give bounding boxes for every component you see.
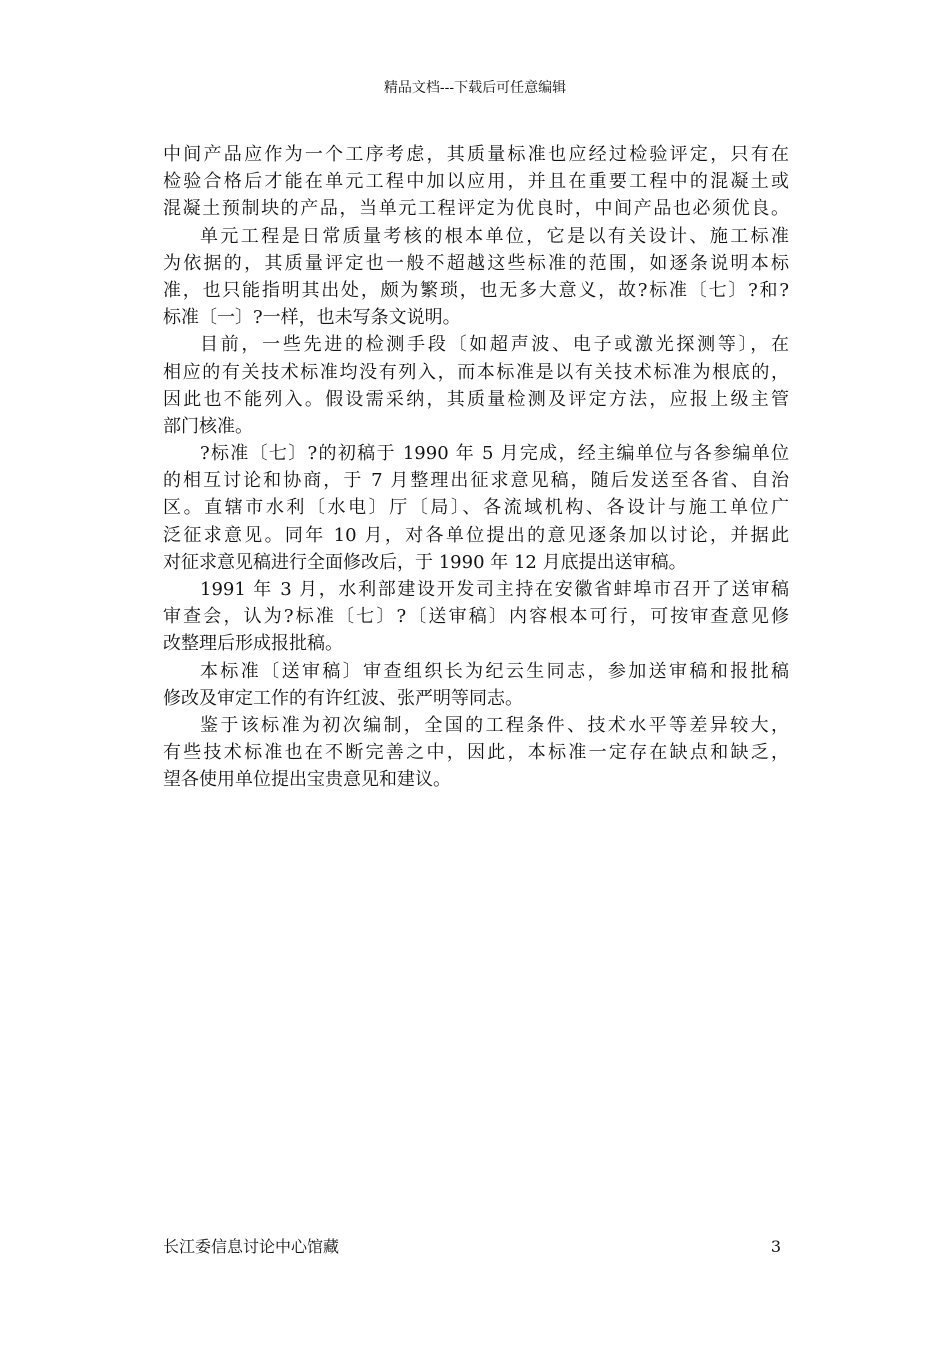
paragraph-intermediate-products	[163, 141, 789, 223]
text-line: 标准〔一〕?一样，也未写条文说明。	[163, 307, 461, 329]
text-line: 鉴于该标准为初次编制，全国的工程条件、技术水平等差异较大，	[200, 714, 789, 736]
paragraph-detection-methods	[163, 331, 789, 440]
text-line: ?标准〔七〕?的初稿于 1990 年 5 月完成，经主编单位与各参编单位	[200, 443, 789, 465]
paragraph-review-team	[163, 658, 789, 712]
text-line: 为依据的，其质量评定也一般不超越这些标准的范围，如逐条说明本标	[163, 252, 789, 274]
text-line: 的相互讨论和协商，于 7 月整理出征求意见稿，随后发送至各省、自治	[163, 470, 789, 492]
text-line: 因此也不能列入。假设需采纳，其质量检测及评定方法，应报上级主管	[163, 388, 789, 410]
text-line: 目前，一些先进的检测手段〔如超声波、电子或激光探测等〕，在	[200, 334, 789, 356]
paragraph-unit-engineering	[163, 223, 789, 332]
document-body	[163, 141, 789, 794]
text-line: 泛征求意见。同年 10 月，对各单位提出的意见逐条加以讨论，并据此	[163, 524, 789, 546]
text-line: 单元工程是日常质量考核的根本单位，它是以有关设计、施工标准	[200, 225, 789, 247]
text-line: 部门核准。	[163, 415, 253, 437]
paragraph-review-meeting	[163, 576, 789, 658]
text-line: 区。直辖市水利〔水电〕厅〔局〕、各流域机构、各设计与施工单位广	[163, 497, 789, 519]
text-line: 中间产品应作为一个工序考虑，其质量标准也应经过检验评定，只有在	[163, 144, 789, 165]
text-line: 检验合格后才能在单元工程中加以应用，并且在重要工程中的混凝土或	[163, 171, 789, 193]
text-line: 1991 年 3 月，水利部建设开发司主持在安徽省蚌埠市召开了送审稿	[200, 579, 789, 600]
text-line: 对征求意见稿进行全面修改后，于 1990 年 12 月底提出送审稿。	[163, 551, 687, 573]
paragraph-closing-remarks	[163, 712, 789, 794]
footer-source: 长江委信息讨论中心馆藏	[163, 1237, 340, 1256]
text-line: 相应的有关技术标准均没有列入，而本标准是以有关技术标准为根底的，	[163, 361, 789, 383]
text-line: 望各使用单位提出宝贵意见和建议。	[163, 769, 451, 791]
paragraph-draft-history	[163, 440, 789, 576]
text-line: 改整理后形成报批稿。	[163, 633, 343, 655]
text-line: 混凝土预制块的产品，当单元工程评定为优良时，中间产品也必须优良。	[163, 198, 789, 220]
text-line: 本标准〔送审稿〕审查组织长为纪云生同志，参加送审稿和报批稿	[200, 660, 789, 682]
text-line: 准，也只能指明其出处，颇为繁琐，也无多大意义，故?标准〔七〕?和?	[163, 279, 789, 301]
page-number: 3	[770, 1237, 781, 1256]
text-line: 有些技术标准也在不断完善之中，因此，本标准一定存在缺点和缺乏，	[163, 742, 789, 764]
header-text: 精品文档---下载后可任意编辑	[383, 80, 567, 96]
page-header	[0, 78, 950, 98]
text-line: 审查会，认为?标准〔七〕?〔送审稿〕内容根本可行，可按审查意见修	[163, 606, 789, 628]
text-line: 修改及审定工作的有许红波、张严明等同志。	[163, 687, 523, 709]
